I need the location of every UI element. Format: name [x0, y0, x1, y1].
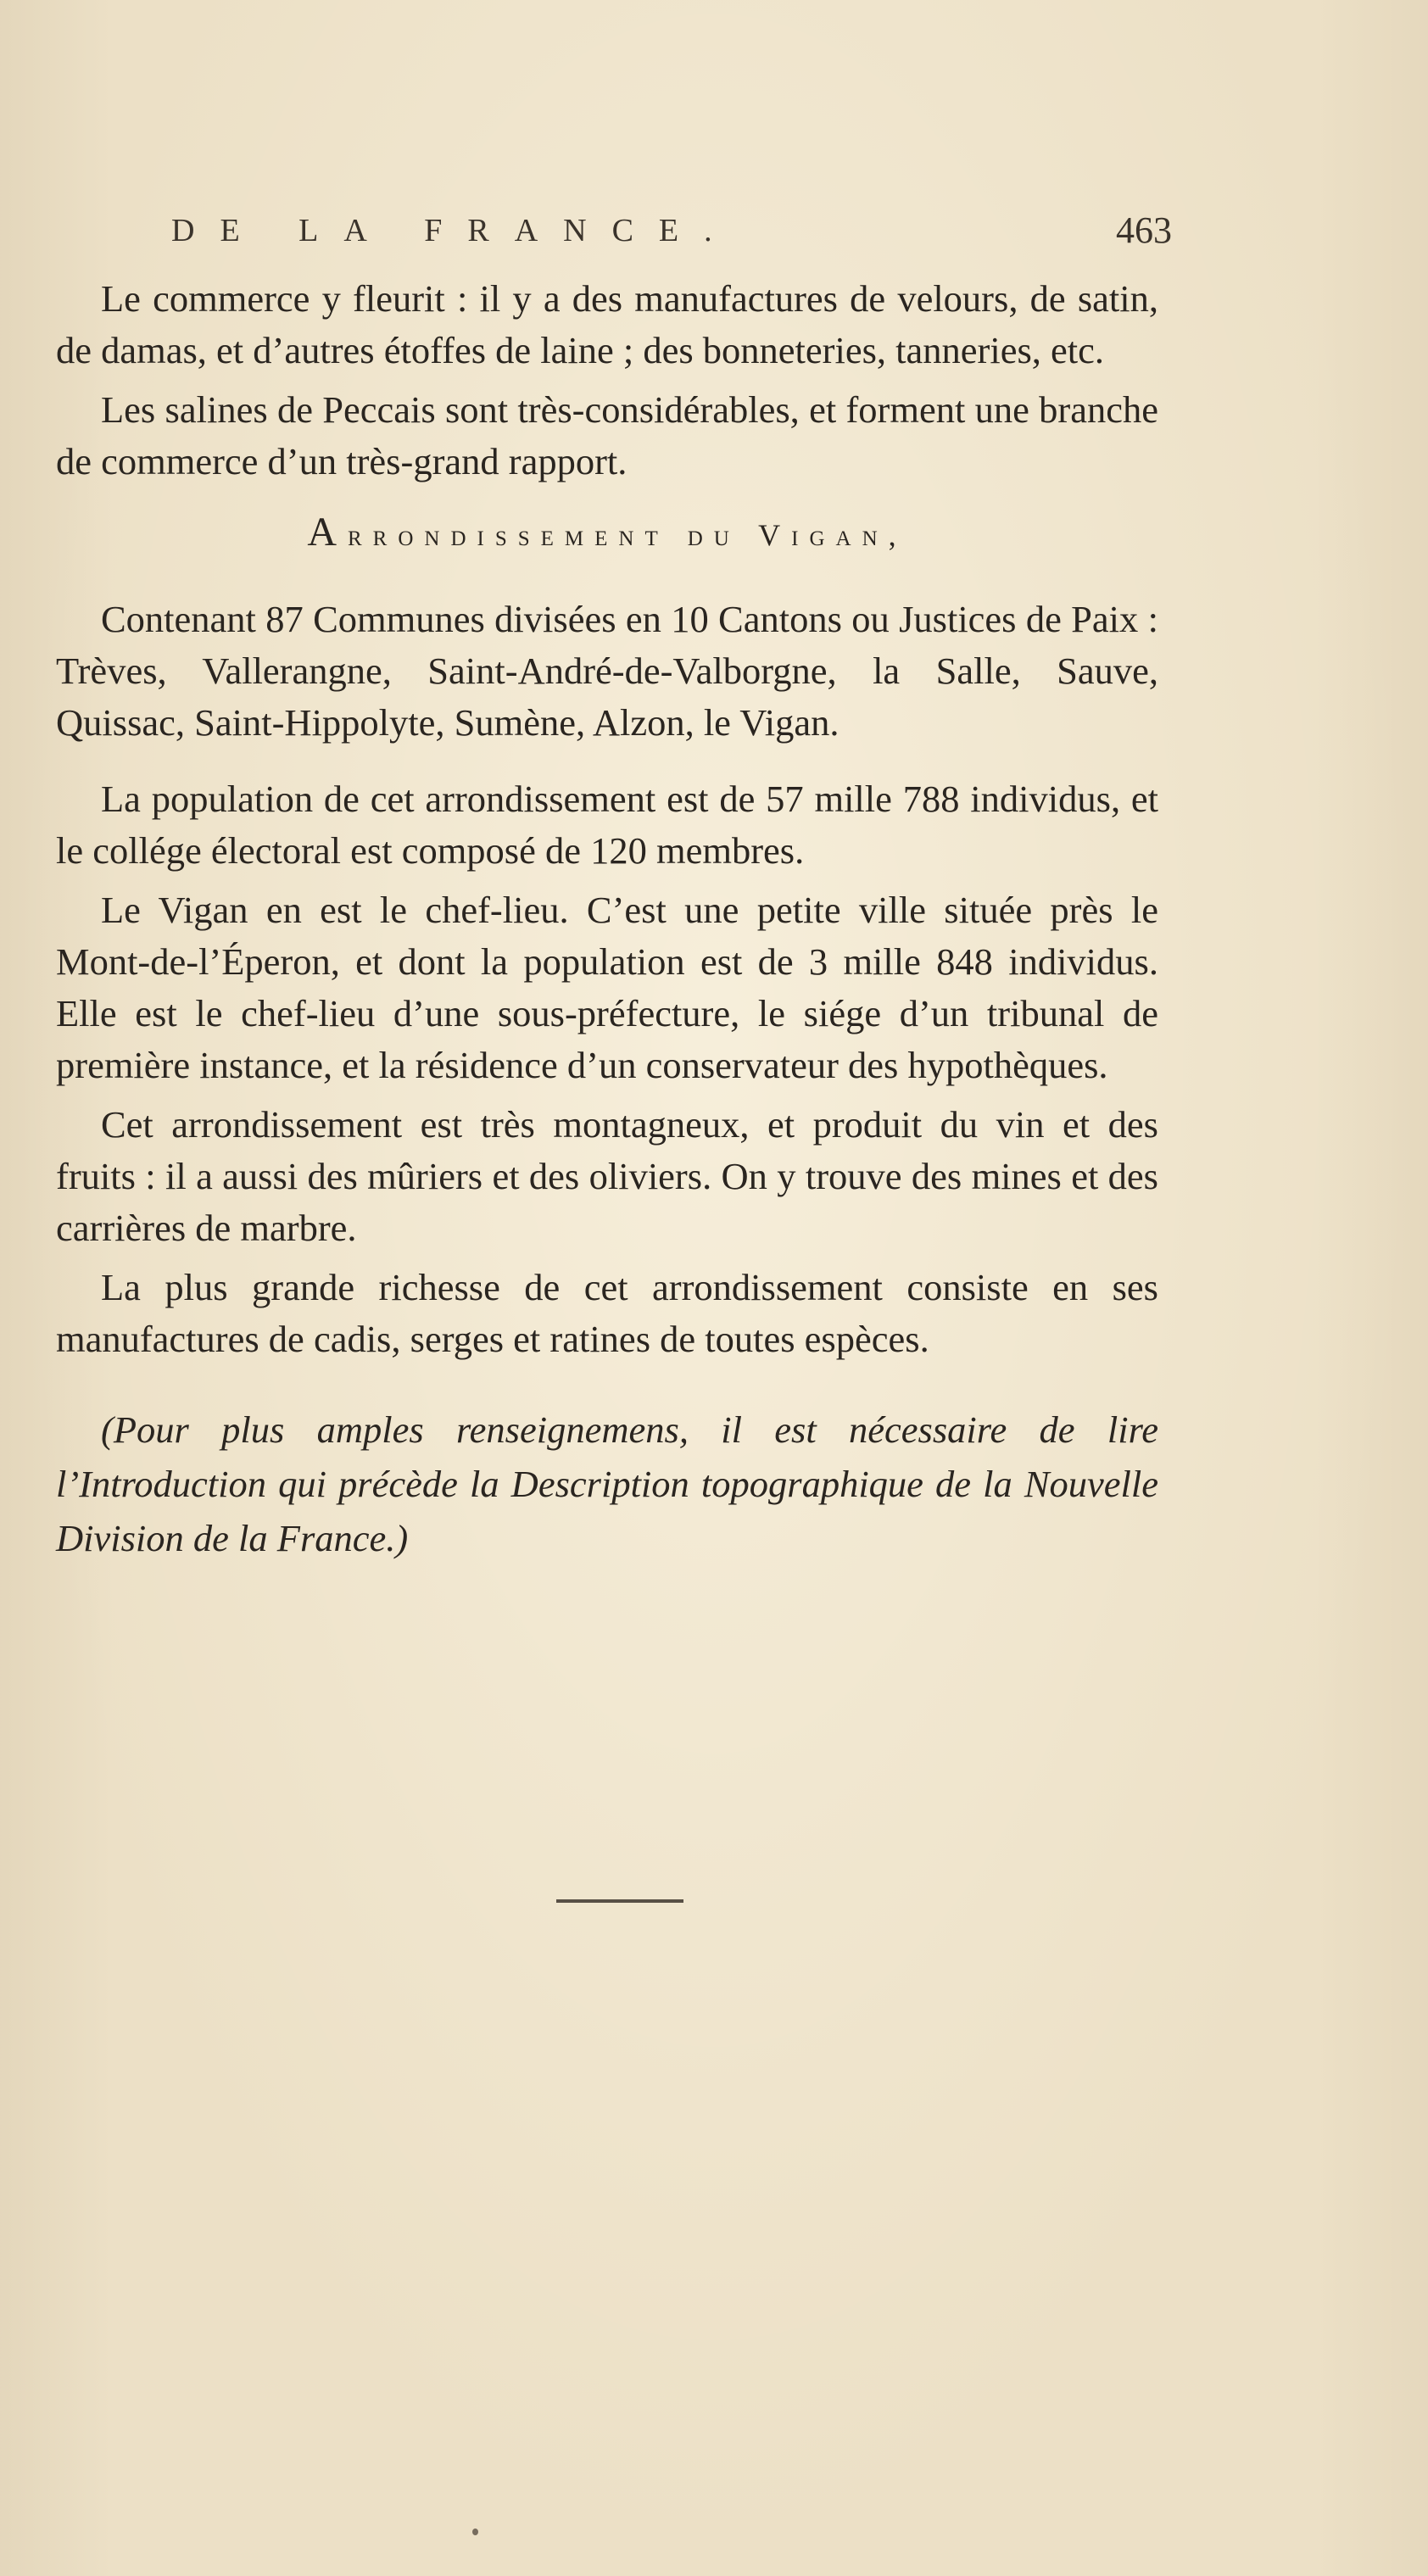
paragraph-relief: Cet arrondissement est très montagneux, et produit du vin et des fruits : il a aussi des mûriers et des oliviers. On y trouve des mines et des carrières de marbre. — [56, 1103, 1158, 1249]
running-title: DE LA FRANCE. — [171, 213, 738, 248]
paragraph-chef-lieu: Le Vigan en est le chef-lieu. C’est une petite ville située près le Mont-de-l’Éperon, et dont la population est de 3 mille 848 individus. Elle est le chef-lieu d’une sous-préfecture, le siége d’un tribunal de première instance, et la résidence d’un conservateur des hypothèques. — [56, 889, 1158, 1086]
running-head — [171, 205, 1172, 265]
paragraph-salines: Les salines de Peccais sont très-considérables, et forment une branche de commerce d’un très-grand rapport. — [56, 388, 1158, 482]
main-text — [56, 273, 1158, 1565]
section-heading: Arrondissement du Vigan, — [307, 510, 907, 555]
paragraph-population: La population de cet arrondissement est de 57 mille 788 individus, et le collége électoral est composé de 120 membres. — [56, 778, 1158, 872]
page-number: 463 — [1116, 209, 1172, 251]
paragraph-communes: Contenant 87 Communes divisées en 10 Cantons ou Justices de Paix : Trèves, Vallerangne, Saint-André-de-Valborgne, la Salle, Sauve, Quissac, Saint-Hippolyte, Sumène, Alzon, le Vigan. — [56, 598, 1158, 744]
closing-note: (Pour plus amples renseignemens, il est nécessaire de lire l’Introduction qui précède la Description topographique de la Nouvelle Division de la France.) — [56, 1408, 1158, 1559]
paragraph-commerce: Le commerce y fleurit : il y a des manufactures de velours, de satin, de damas, et d’autres étoffes de laine ; des bonneteries, tanneries, etc. — [56, 277, 1158, 371]
paragraph-richesse: La plus grande richesse de cet arrondissement consiste en ses manufactures de cadis, serges et ratines de toutes espèces. — [56, 1266, 1158, 1360]
paper-speck — [472, 2529, 478, 2535]
end-rule — [556, 1899, 683, 1903]
paragraph-gap — [56, 756, 1158, 773]
